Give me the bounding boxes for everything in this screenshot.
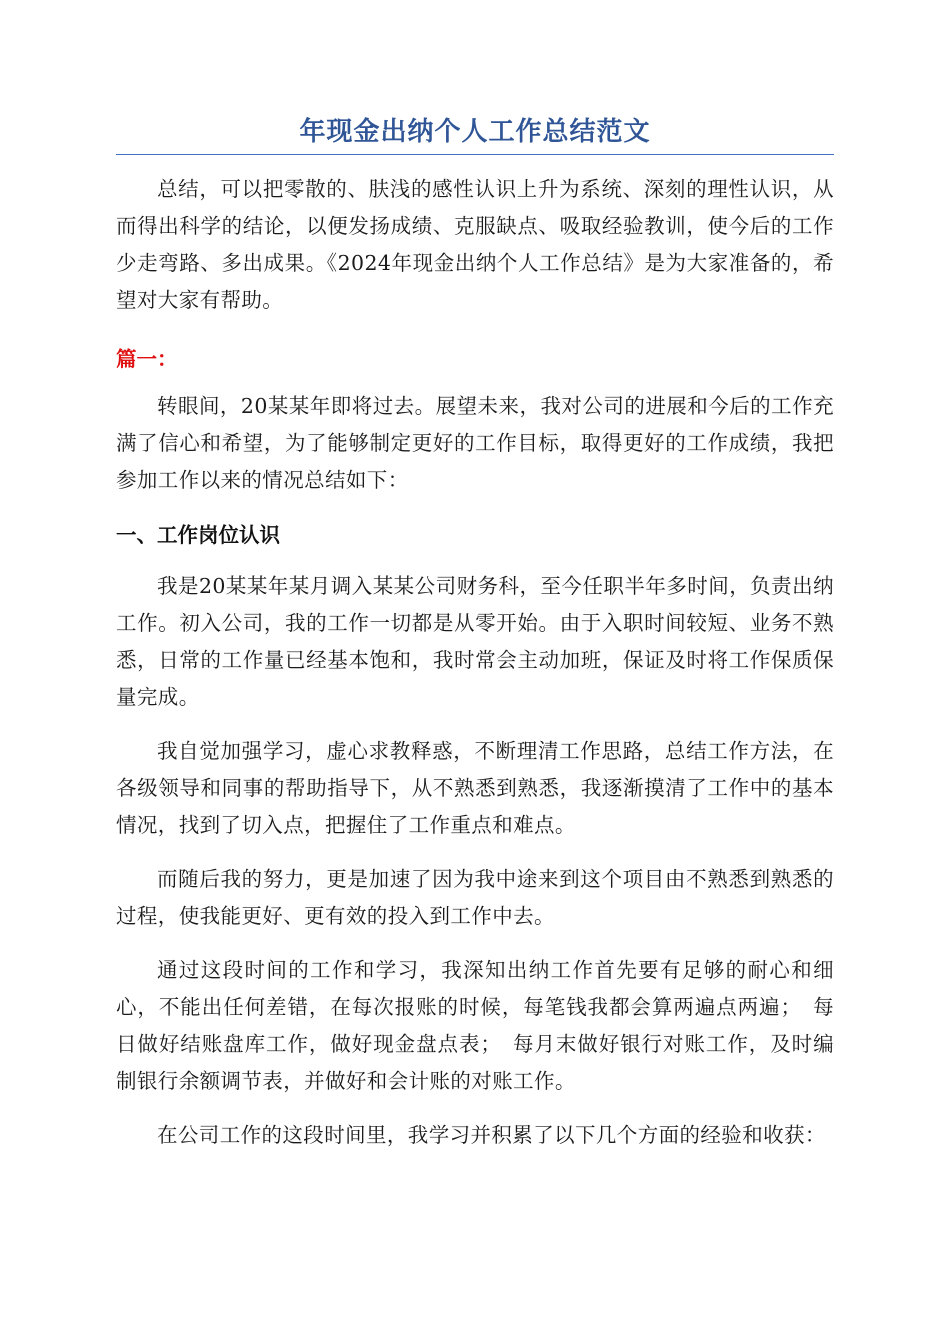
body-paragraph: 通过这段时间的工作和学习，我深知出纳工作首先要有足够的耐心和细心，不能出任何差错，在每次报账的时候，每笔钱我都会算两遍点两遍； 每日做好结账盘库工作，做好现金盘点表； 每月末做好银行对账工作，及时编制银行余额调节表，并做好和会计账的对账工作。 — [116, 958, 834, 1093]
body-paragraph: 而随后我的努力，更是加速了因为我中途来到这个项目由不熟悉到熟悉的过程，使我能更好、更有效的投入到工作中去。 — [116, 867, 834, 928]
body-paragraph: 在公司工作的这段时间里，我学习并积累了以下几个方面的经验和收获： — [157, 1123, 826, 1147]
part-one-label: 篇一： — [116, 347, 178, 371]
title-underline — [116, 154, 834, 155]
document-title: 年现金出纳个人工作总结范文 — [299, 117, 651, 147]
body-paragraph: 我是20某某年某月调入某某公司财务科，至今任职半年多时间，负责出纳工作。初入公司，我的工作一切都是从零开始。由于入职时间较短、业务不熟悉，日常的工作量已经基本饱和，我时常会主动加班，保证及时将工作保质保量完成。 — [116, 574, 834, 709]
intro-paragraph: 总结，可以把零散的、肤浅的感性认识上升为系统、深刻的理性认识，从而得出科学的结论，以便发扬成绩、克服缺点、吸取经验教训，使今后的工作少走弯路、多出成果。《2024年现金出纳个人工作总结》是为大家准备的，希望对大家有帮助。 — [116, 177, 834, 312]
part-one-intro: 转眼间，20某某年即将过去。展望未来，我对公司的进展和今后的工作充满了信心和希望，为了能够制定更好的工作目标，取得更好的工作成绩，我把参加工作以来的情况总结如下： — [116, 394, 834, 492]
body-paragraph: 我自觉加强学习，虚心求教释惑，不断理清工作思路，总结工作方法，在各级领导和同事的帮助指导下，从不熟悉到熟悉，我逐渐摸清了工作中的基本情况，找到了切入点，把握住了工作重点和难点。 — [116, 739, 834, 837]
document-page — [116, 110, 834, 1171]
section-heading: 一、工作岗位认识 — [116, 523, 280, 547]
